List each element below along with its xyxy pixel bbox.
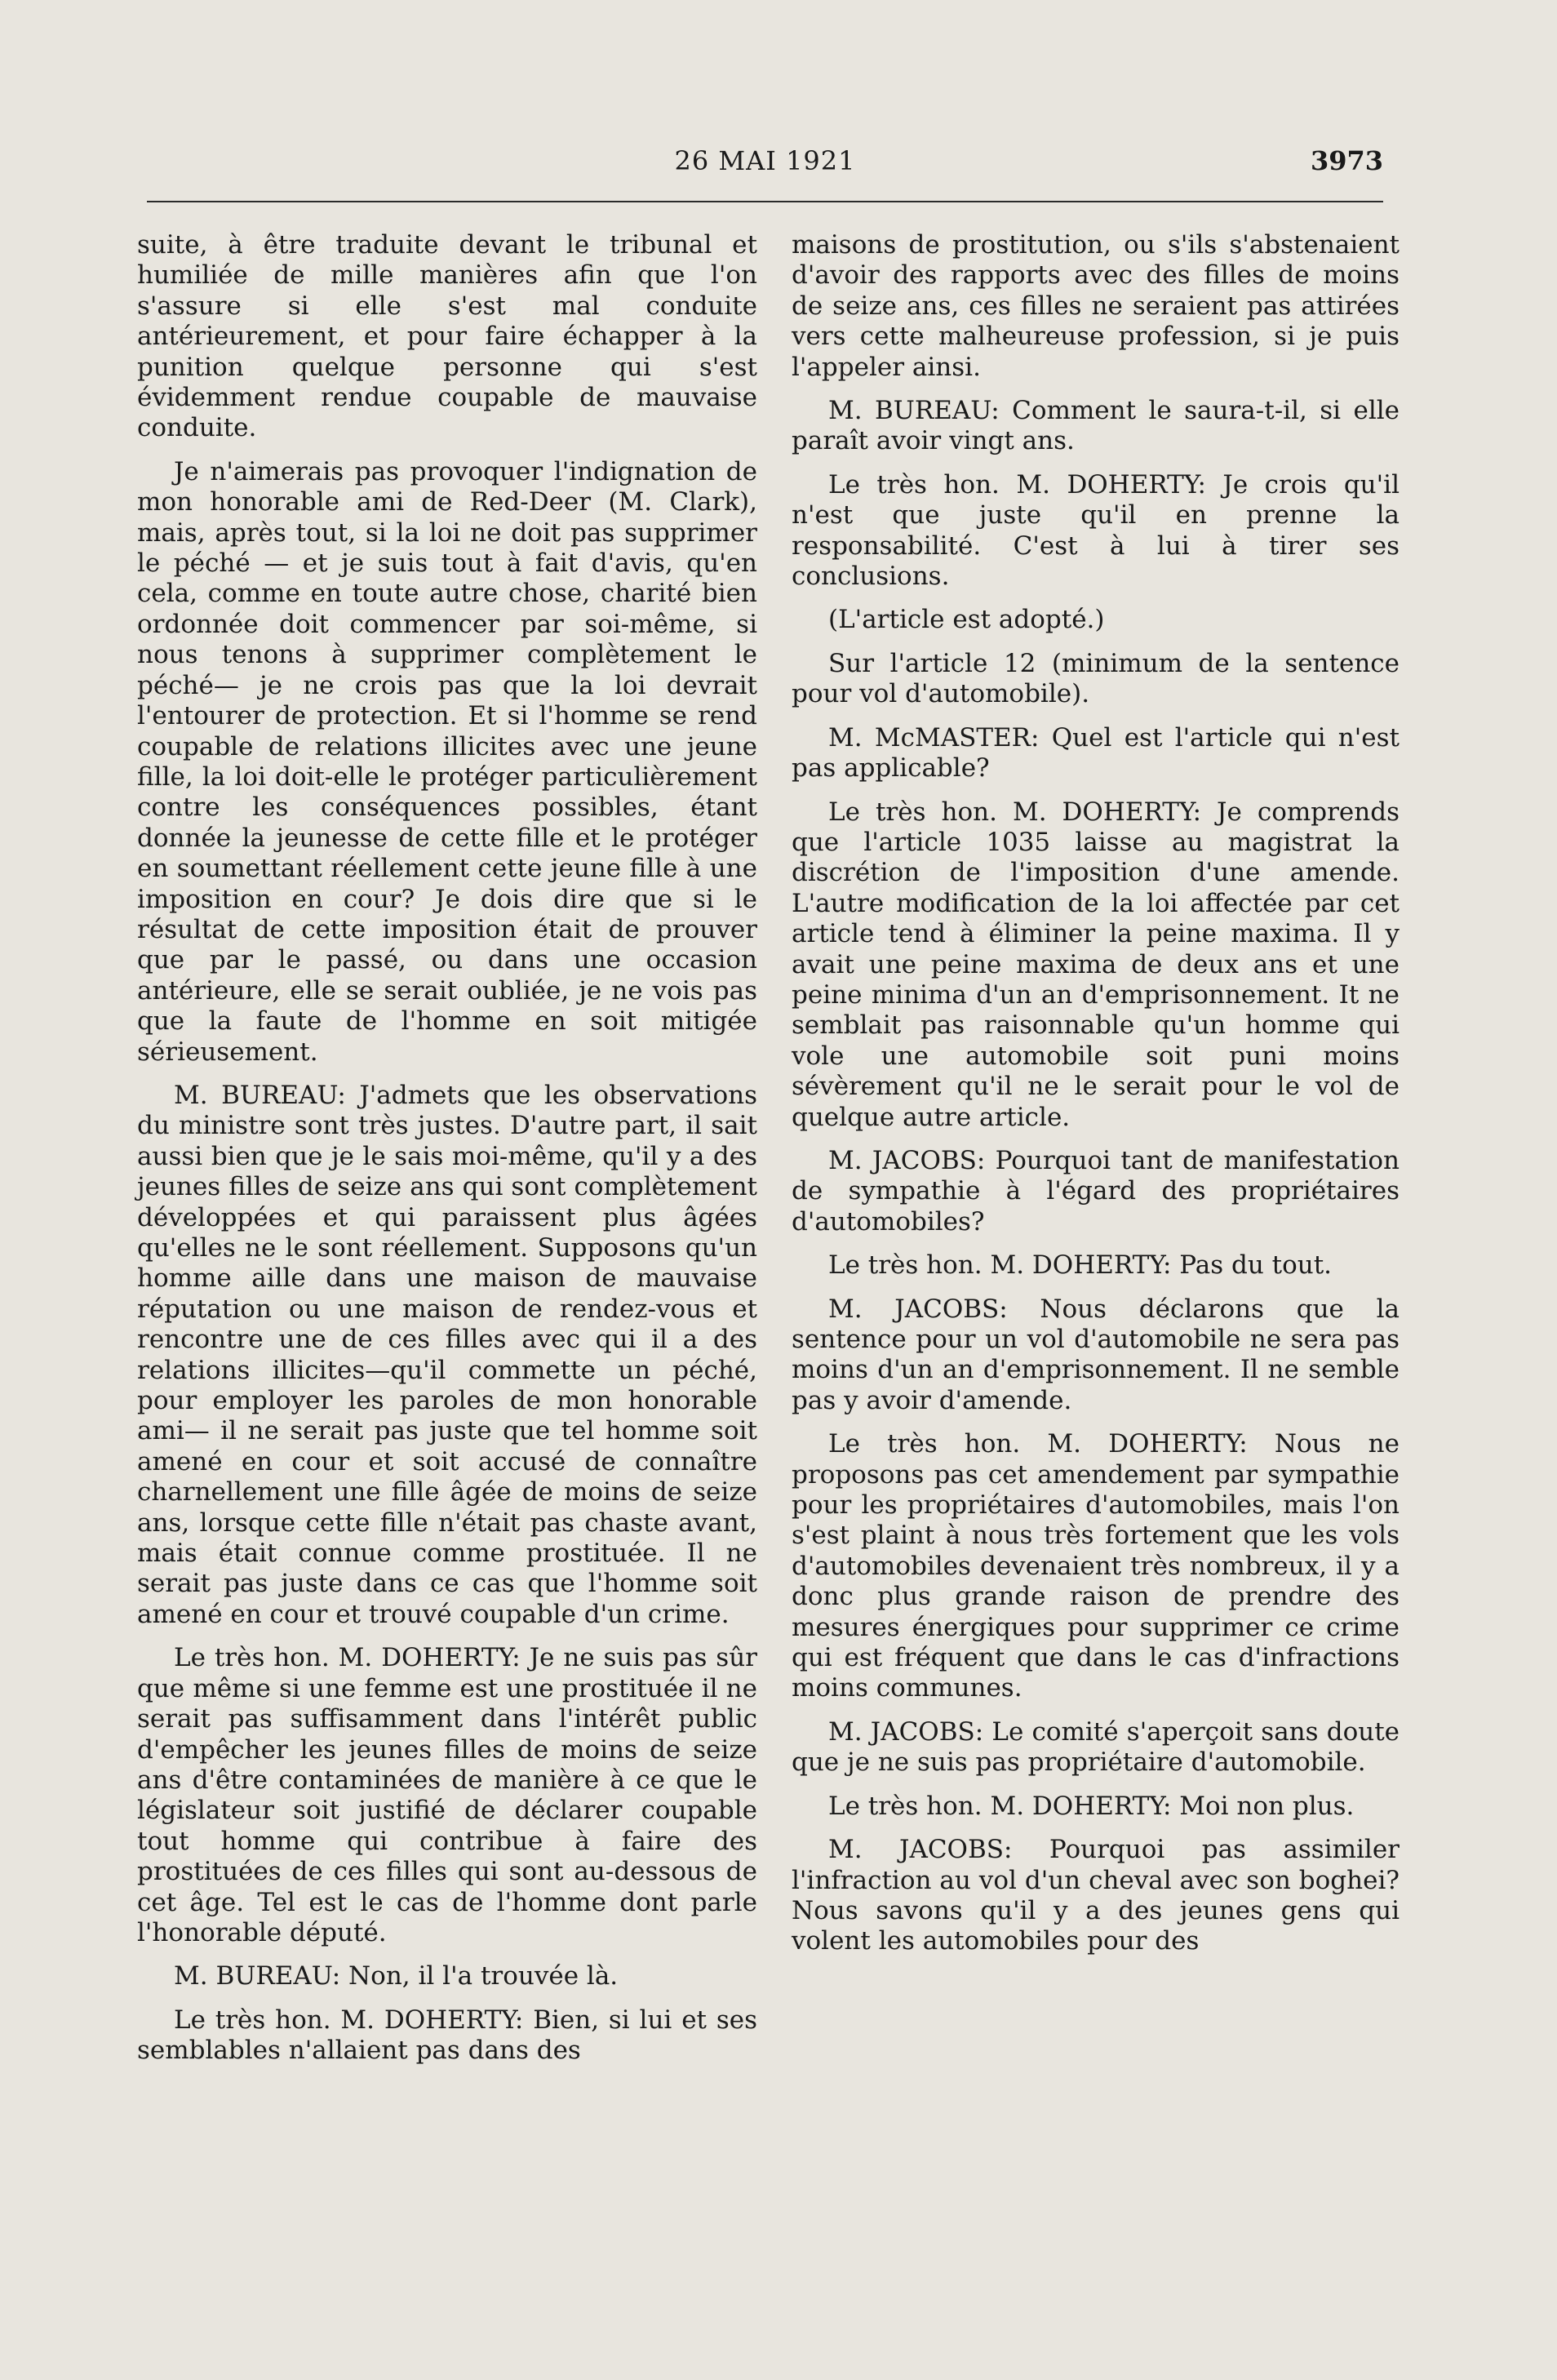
header-rule	[147, 201, 1383, 202]
paragraph: Le très hon. M. DOHERTY: Je comprends que l'article 1035 laisse au magistrat la discrétion de l'imposition d'une amende. L'autre modification de la loi affectée par cet article tend à éliminer la peine maxima. Il y avait une peine maxima de deux ans et une peine minima d'un an d'emprisonnement. It ne semblait pas raisonnable qu'un homme qui vole une automobile soit puni moins sévèrement qu'il ne le serait pour le vol de quelque autre article.	[792, 797, 1400, 1132]
right-column	[792, 230, 1400, 1957]
left-column	[137, 230, 757, 2067]
paragraph: suite, à être traduite devant le tribunal et humiliée de mille manières afin que l'on s'assure si elle s'est mal conduite antérieurement, et pour faire échapper à la punition quelque personne qui s'est évidemment rendue coupable de mauvaise conduite.	[137, 230, 757, 443]
paragraph: M. BUREAU: J'admets que les observations du ministre sont très justes. D'autre part, il sait aussi bien que je le sais moi-même, qu'il y a des jeunes filles de seize ans qui sont complètement développées et qui paraissent plus âgées qu'elles ne le sont réellement. Supposons qu'un homme aille dans une maison de mauvaise réputation ou une maison de rendez-vous et rencontre une de ces filles avec qui il a des relations illicites—qu'il commette un péché, pour employer les paroles de mon honorable ami— il ne serait pas juste que tel homme soit amené en cour et soit accusé de connaître charnellement une fille âgée de moins de seize ans, lorsque cette fille n'était pas chaste avant, mais était connue comme prostituée. Il ne serait pas juste dans ce cas que l'homme soit amené en cour et trouvé coupable d'un crime.	[137, 1080, 757, 1629]
paragraph: M. McMASTER: Quel est l'article qui n'est pas applicable?	[792, 722, 1400, 784]
paragraph: M. BUREAU: Comment le saura-t-il, si elle paraît avoir vingt ans.	[792, 396, 1400, 456]
paragraph: M. JACOBS: Nous déclarons que la sentence pour un vol d'automobile ne sera pas moins d'un an d'emprisonnement. Il ne semble pas y avoir d'amende.	[792, 1294, 1400, 1415]
paragraph: Le très hon. M. DOHERTY: Bien, si lui et ses semblables n'allaient pas dans des	[137, 2005, 757, 2066]
paragraph: Sur l'article 12 (minimum de la sentence pour vol d'automobile).	[792, 648, 1400, 709]
paragraph: Le très hon. M. DOHERTY: Je ne suis pas sûr que même si une femme est une prostituée il ne serait pas suffisamment dans l'intérêt public d'empêcher les jeunes filles de moins de seize ans d'être contaminées de manière à ce que le législateur soit justifié de déclarer coupable tout homme qui contribue à faire des prostituées de ces filles qui sont au-dessous de cet âge. Tel est le cas de l'homme dont parle l'honorable député.	[137, 1643, 757, 1947]
page-header	[147, 145, 1383, 186]
header-date: 26 MAI 1921	[674, 145, 856, 176]
paragraph: maisons de prostitution, ou s'ils s'abstenaient d'avoir des rapports avec des filles de moins de seize ans, ces filles ne seraient pas attirées vers cette malheureuse profession, si je puis l'appeler ainsi.	[792, 230, 1400, 382]
paragraph: Le très hon. M. DOHERTY: Moi non plus.	[828, 1791, 1355, 1821]
paragraph: Le très hon. M. DOHERTY: Je crois qu'il n'est que juste qu'il en prenne la responsabilité. C'est à lui à tirer ses conclusions.	[792, 469, 1400, 592]
paragraph: M. JACOBS: Le comité s'aperçoit sans doute que je ne suis pas propriétaire d'automobile.	[792, 1716, 1400, 1778]
page-number: 3973	[1310, 145, 1383, 176]
paragraph: M. JACOBS: Pourquoi tant de manifestation de sympathie à l'égard des propriétaires d'automobiles?	[792, 1145, 1400, 1237]
paragraph: M. BUREAU: Non, il l'a trouvée là.	[174, 1961, 619, 1991]
paragraph: Je n'aimerais pas provoquer l'indignation de mon honorable ami de Red-Deer (M. Clark), mais, après tout, si la loi ne doit pas supprimer le péché — et je suis tout à fait d'avis, qu'en cela, comme en toute autre chose, charité bien ordonnée doit commencer par soi-même, si nous tenons à supprimer complètement le péché— je ne crois pas que la loi devrait l'entourer de protection. Et si l'homme se rend coupable de relations illicites avec une jeune fille, la loi doit-elle le protéger particulièrement contre les conséquences possibles, étant donnée la jeunesse de cette fille et le protéger en soumettant réellement cette jeune fille à une imposition en cour? Je dois dire que si le résultat de cette imposition était de prouver que par le passé, ou dans une occasion antérieure, elle se serait oubliée, je ne vois pas que la faute de l'homme en soit mitigée sérieusement.	[137, 456, 757, 1067]
paragraph: Le très hon. M. DOHERTY: Nous ne proposons pas cet amendement par sympathie pour les propriétaires d'automobiles, mais l'on s'est plaint à nous très fortement que les vols d'automobiles devenaient très nombreux, il y a donc plus grande raison de prendre des mesures énergiques pour supprimer ce crime qui est fréquent que dans le cas d'infractions moins communes.	[792, 1429, 1400, 1703]
paragraph: Le très hon. M. DOHERTY: Pas du tout.	[828, 1250, 1333, 1281]
paragraph: M. JACOBS: Pourquoi pas assimiler l'infraction au vol d'un cheval avec son boghei? Nous savons qu'il y a des jeunes gens qui volent les automobiles pour des	[792, 1835, 1400, 1956]
paragraph: (L'article est adopté.)	[828, 605, 1105, 635]
